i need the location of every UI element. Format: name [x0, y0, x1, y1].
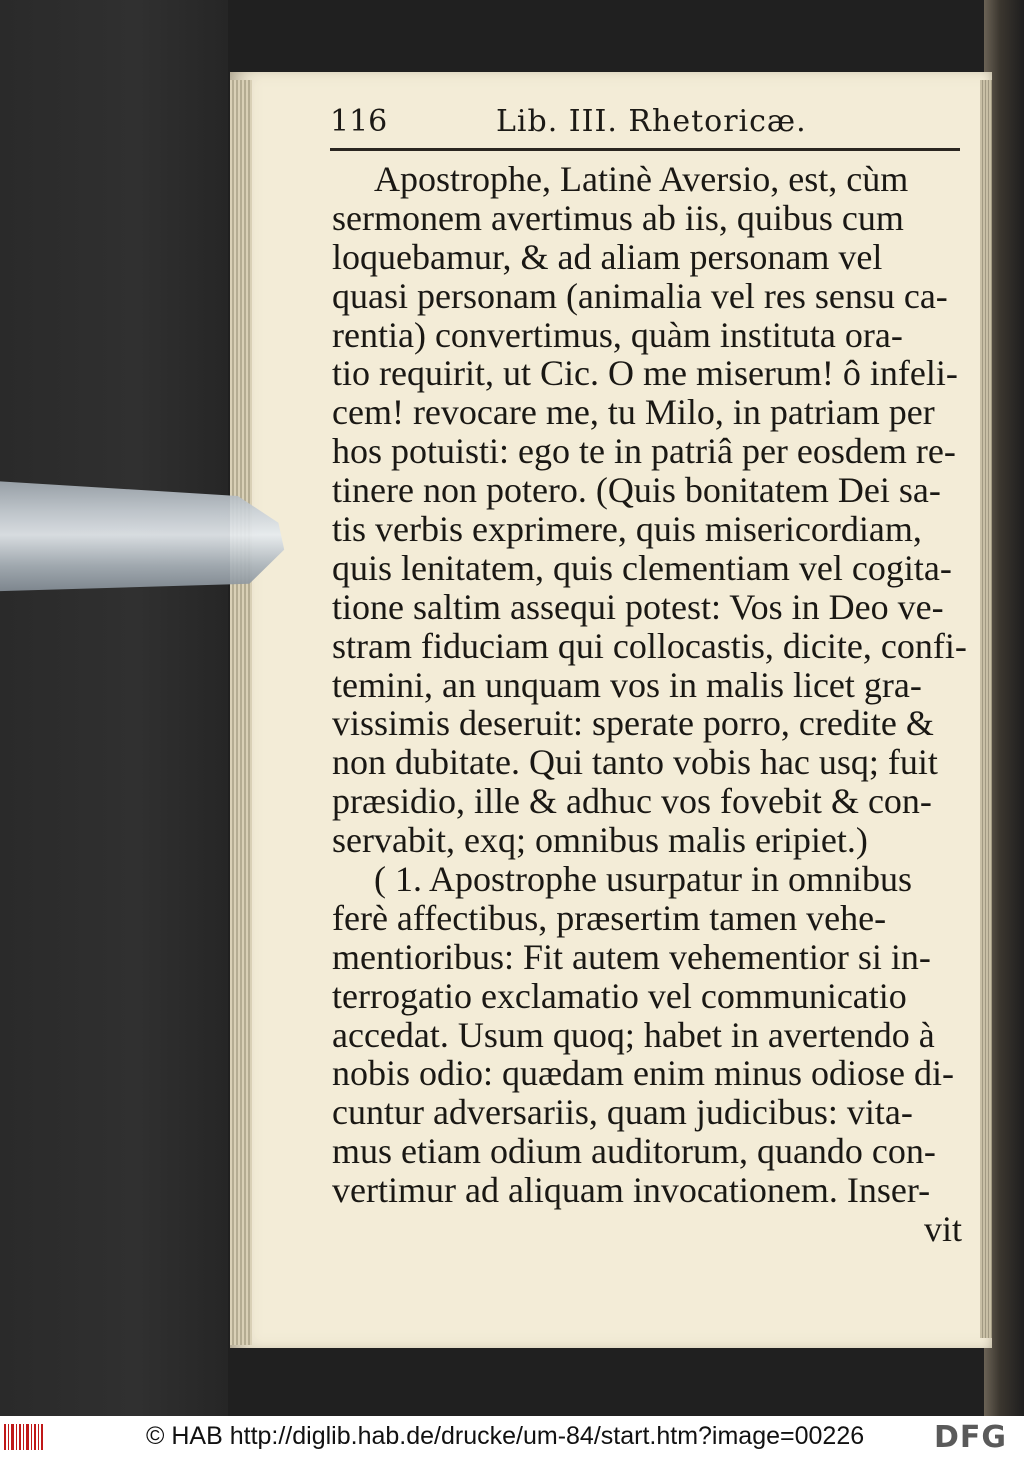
text-line: mus etiam odium auditorum, quando con-	[332, 1131, 936, 1172]
barcode-icon	[4, 1424, 44, 1450]
text-line: præsidio, ille & adhuc vos fovebit & con-	[332, 781, 932, 822]
text-line: tio requirit, ut Cic. O me miserum! ô infeli-	[332, 353, 958, 394]
header-rule	[330, 148, 960, 151]
footer-bar	[0, 1416, 1024, 1457]
catchword: vit	[923, 1209, 962, 1250]
text-line: terrogatio exclamatio vel communicatio	[332, 975, 907, 1016]
text-line: sermonem avertimus ab iis, quibus cum	[332, 197, 904, 238]
text-line: hos potuisti: ego te in patriâ per eosdem re-	[332, 431, 956, 472]
body-text	[332, 159, 967, 1250]
text-line: quasi personam (animalia vel res sensu ca-	[332, 275, 948, 316]
text-line: tione saltim assequi potest: Vos in Deo ve-	[332, 586, 944, 627]
text-line: servabit, exq; omnibus malis eripiet.)	[332, 820, 868, 861]
text-line: vissimis deseruit: sperate porro, credite &	[332, 703, 934, 744]
page-number: 116	[330, 104, 388, 139]
text-line: mentioribus: Fit autem vehementior si in-	[332, 936, 931, 977]
text-line: tis verbis exprimere, quis misericordiam,	[332, 509, 922, 550]
text-line: ( 1. Apostrophe usurpatur in omnibus	[374, 859, 912, 900]
text-line: accedat. Usum quoq; habet in avertendo à	[332, 1014, 935, 1055]
text-line: stram fiduciam qui collocastis, dicite, confi-	[332, 625, 967, 666]
dfg-logo: DFG	[934, 1420, 1008, 1455]
text-line: quis lenitatem, quis clementiam vel cogita-	[332, 547, 952, 588]
text-line: Apostrophe, Latinè Aversio, est, cùm	[374, 159, 909, 199]
running-head: Lib. III. Rhetoricæ.	[496, 104, 807, 139]
text-line: rentia) convertimus, quàm instituta ora-	[332, 314, 903, 355]
page-header	[330, 98, 962, 142]
text-line: non dubitate. Qui tanto vobis hac usq; fuit	[332, 742, 938, 783]
source-link[interactable]: © HAB http://diglib.hab.de/drucke/um-84/start.htm?image=00226	[146, 1422, 865, 1450]
text-line: nobis odio: quædam enim minus odiose di-	[332, 1053, 954, 1094]
page-edges-left	[230, 80, 252, 1345]
text-line: temini, an unquam vos in malis licet gra-	[332, 664, 922, 705]
text-line: cuntur adversariis, quam judicibus: vita-	[332, 1092, 913, 1133]
book-cover-left	[0, 0, 228, 1416]
text-line: cem! revocare me, tu Milo, in patriam per	[332, 392, 935, 433]
text-line: loquebamur, & ad aliam personam vel	[332, 236, 883, 277]
text-line: ferè affectibus, præsertim tamen vehe-	[332, 897, 887, 938]
text-line: tinere non potero. (Quis bonitatem Dei sa-	[332, 470, 941, 511]
text-line: vertimur ad aliquam invocationem. Inser-	[332, 1170, 931, 1211]
page-edges-right	[980, 80, 992, 1338]
